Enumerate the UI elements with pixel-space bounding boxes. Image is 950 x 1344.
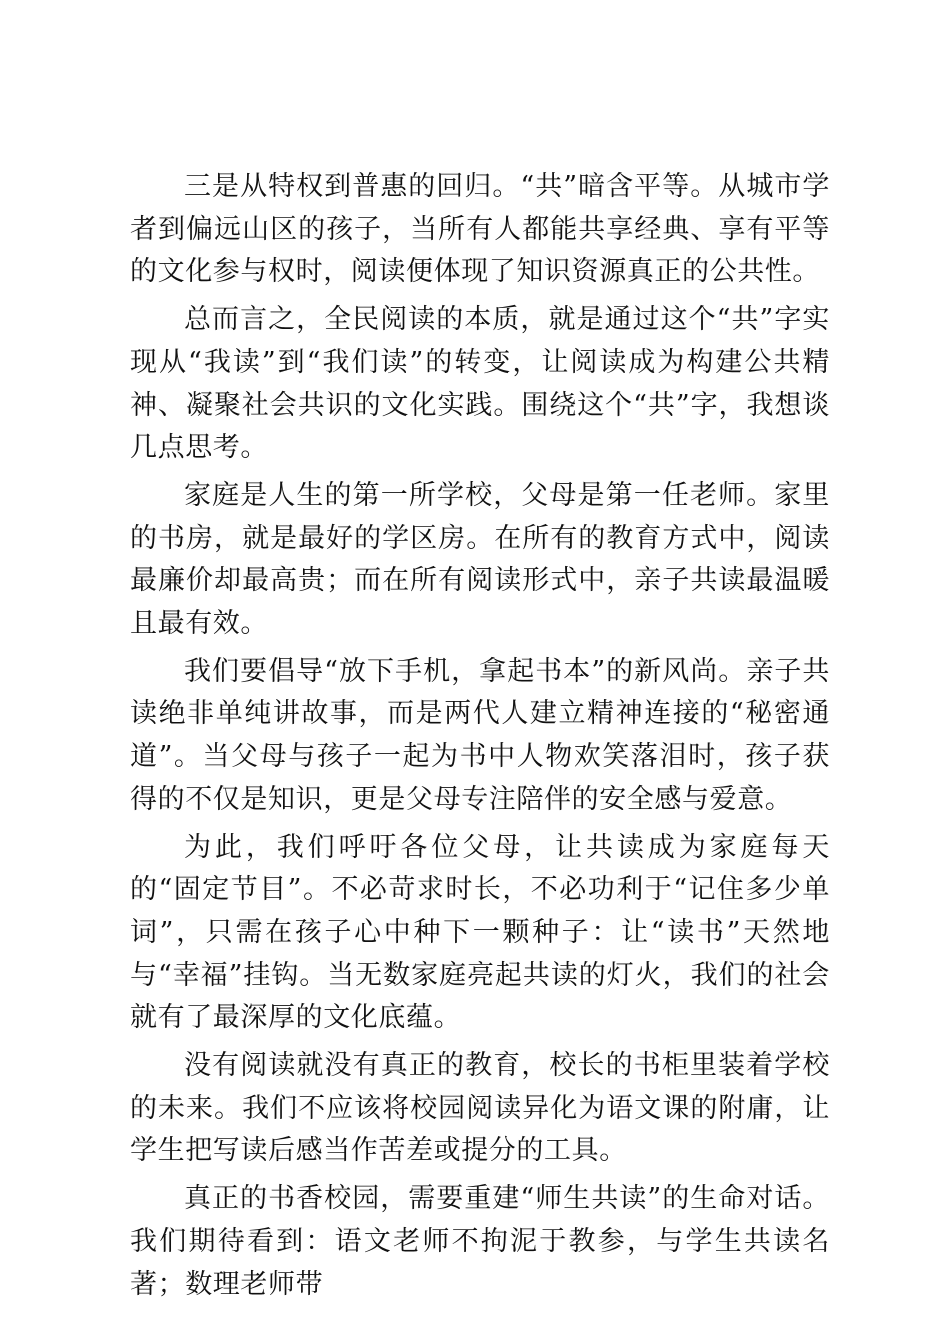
paragraph-2: 总而言之，全民阅读的本质，就是通过这个“共”字实现从“我读”到“我们读”的转变，让阅读成为构建公共精神、凝聚社会共识的文化实践。围绕这个“共”字，我想谈几点思考。 bbox=[130, 304, 830, 464]
paragraph-3: 家庭是人生的第一所学校，父母是第一任老师。家里的书房，就是最好的学区房。在所有的教育方式中，阅读最廉价却最高贵；而在所有阅读形式中，亲子共读最温暖且最有效。 bbox=[130, 479, 830, 640]
paragraph-5: 为此，我们呼吁各位父母，让共读成为家庭每天的“固定节目”。不必苛求时长，不必功利于“记住多少单词”，只需在孩子心中种下一颗种子：让“读书”天然地与“幸福”挂钩。当无数家庭亮起共读的灯火，我们的社会就有了最深厚的文化底蕴。 bbox=[130, 831, 830, 1034]
paragraph-6: 没有阅读就没有真正的教育，校长的书柜里装着学校的未来。我们不应该将校园阅读异化为语文课的附庸，让学生把写读后感当作苦差或提分的工具。 bbox=[130, 1050, 830, 1167]
paragraph-4: 我们要倡导“放下手机，拿起书本”的新风尚。亲子共读绝非单纯讲故事，而是两代人建立精神连接的“秘密通道”。当父母与孩子一起为书中人物欢笑落泪时，孩子获得的不仅是知识，更是父母专注陪伴的安全感与爱意。 bbox=[130, 655, 830, 815]
paragraph-1: 三是从特权到普惠的回归。“共”暗含平等。从城市学者到偏远山区的孩子，当所有人都能共享经典、享有平等的文化参与权时，阅读便体现了知识资源真正的公共性。 bbox=[130, 171, 830, 288]
paragraph-7: 真正的书香校园，需要重建“师生共读”的生命对话。我们期待看到：语文老师不拘泥于教参，与学生共读名著；数理老师带 bbox=[130, 1183, 830, 1300]
document-page bbox=[130, 166, 830, 1311]
